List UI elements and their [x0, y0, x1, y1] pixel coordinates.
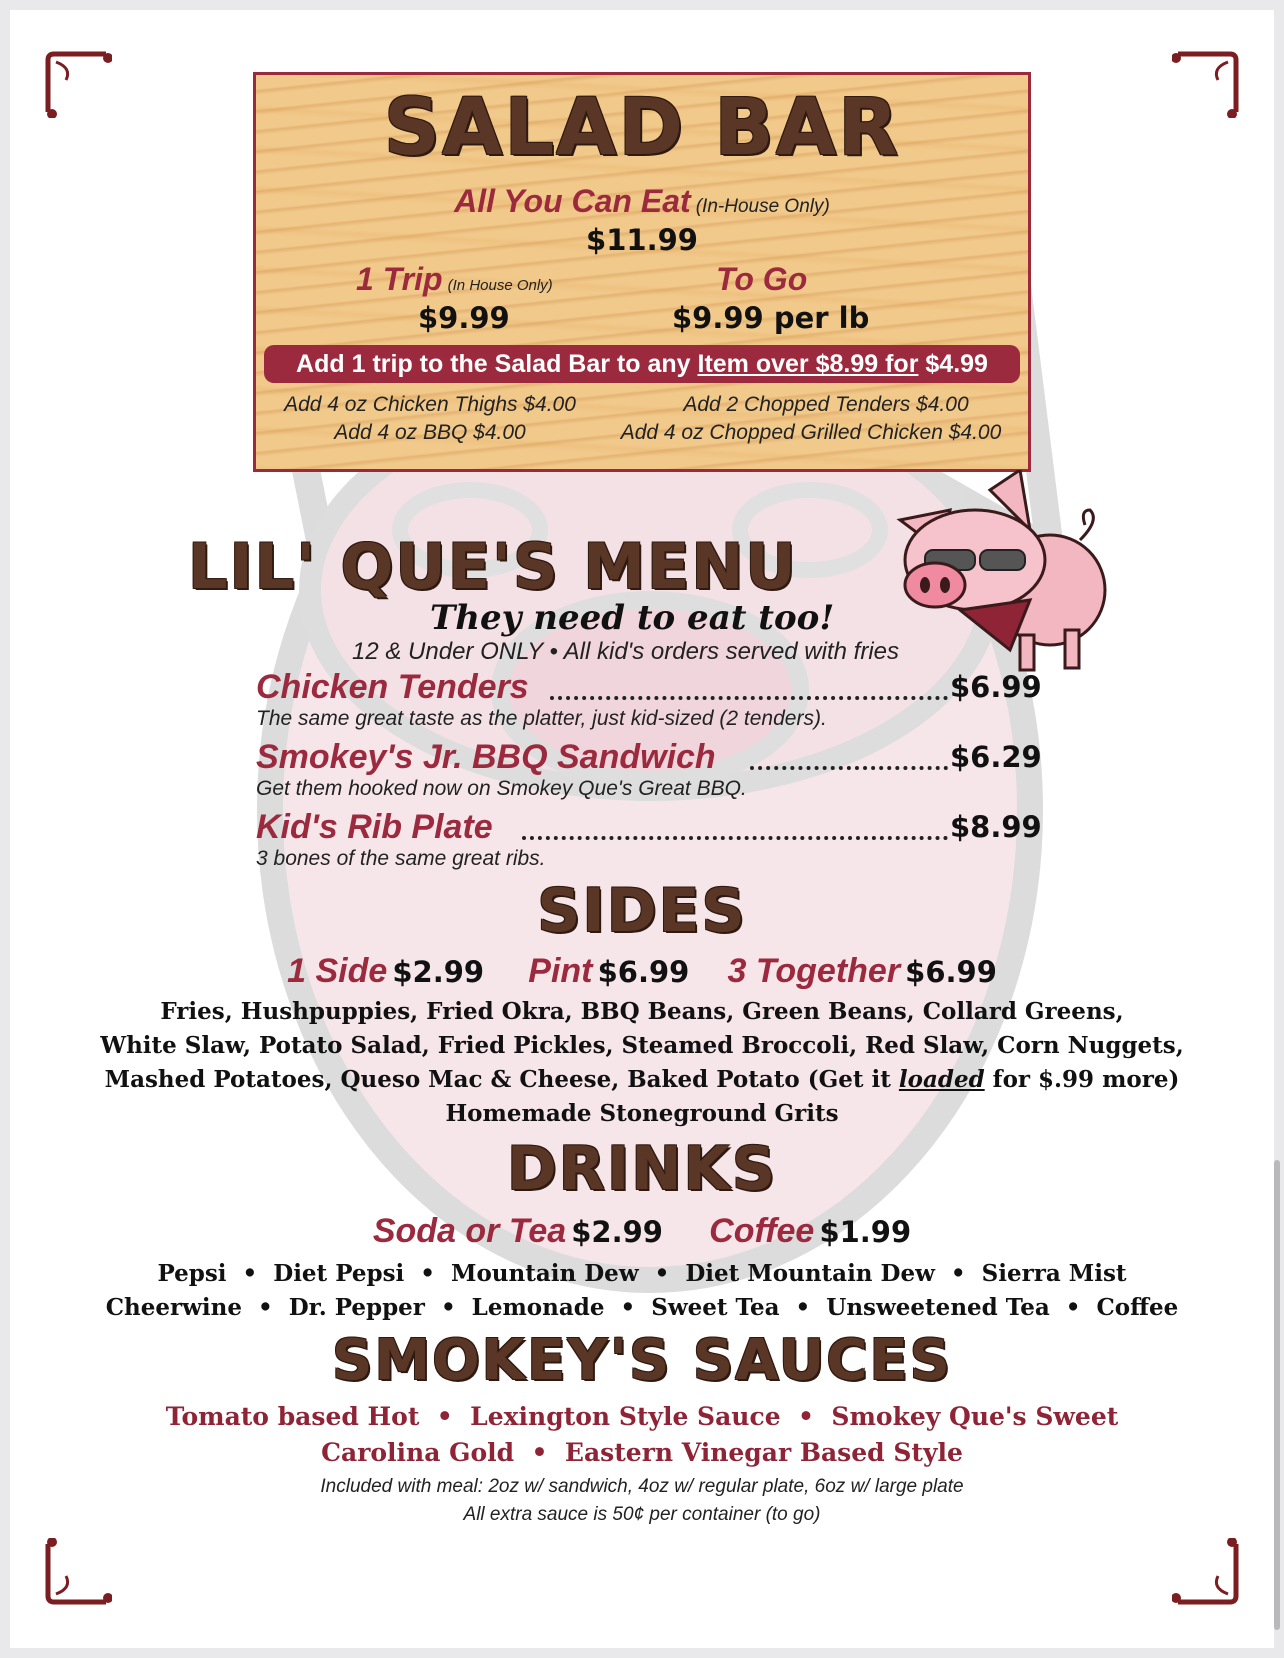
one-trip-row — [356, 261, 553, 298]
menu-item-name: Smokey's Jr. BBQ Sandwich — [256, 738, 716, 776]
coffee-label: Coffee — [709, 1212, 815, 1250]
leader-dots — [522, 836, 948, 840]
leader-dots — [750, 766, 948, 770]
menu-page — [10, 10, 1274, 1648]
corner-ornament-icon — [42, 48, 112, 118]
addon-bbq: Add 4 oz BBQ $4.00 — [334, 421, 526, 444]
soda-tea-price: $2.99 — [571, 1215, 663, 1249]
pint-price: $6.99 — [597, 955, 690, 989]
addon-chopped-tenders: Add 2 Chopped Tenders $4.00 — [683, 393, 969, 416]
sauces-included-note: Included with meal: 2oz w/ sandwich, 4oz w/ regular plate, 6oz w/ large plate — [320, 1476, 964, 1497]
three-together-price: $6.99 — [905, 955, 997, 989]
sides-list-line — [10, 1066, 1274, 1093]
salad-bar-title: SALAD BAR — [383, 83, 901, 173]
to-go-price: $9.99 per lb — [672, 301, 870, 335]
vertical-scrollbar[interactable] — [1274, 1160, 1280, 1630]
sides-list-text: for $.99 more) — [984, 1066, 1180, 1093]
all-you-can-eat-row — [256, 183, 1028, 220]
sides-list-line: Homemade Stoneground Grits — [445, 1100, 839, 1127]
drinks-pricing-row — [10, 1212, 1274, 1251]
sauces-title: SMOKEY'S SAUCES — [332, 1328, 952, 1393]
salad-bar-board — [253, 72, 1031, 472]
to-go-label: To Go — [716, 261, 808, 297]
pint-label: Pint — [528, 952, 593, 990]
kids-menu-note: 12 & Under ONLY • All kid's orders served with fries — [352, 638, 899, 665]
all-you-can-eat-label: All You Can Eat — [454, 183, 691, 219]
banner-text: Add 1 trip to the Salad Bar to any — [296, 350, 698, 378]
one-trip-price: $9.99 — [418, 301, 510, 335]
menu-item-name: Chicken Tenders — [256, 668, 529, 706]
one-side-label: 1 Side — [287, 952, 388, 990]
sides-list-line: Fries, Hushpuppies, Fried Okra, BBQ Beans, Green Beans, Collard Greens, — [160, 998, 1124, 1025]
menu-item-desc: 3 bones of the same great ribs. — [256, 847, 546, 870]
loaded-emphasis: loaded — [898, 1066, 985, 1093]
menu-item-price: $6.29 — [950, 740, 1042, 774]
all-you-can-eat-price: $11.99 — [586, 223, 698, 257]
banner-price: $4.99 — [918, 350, 988, 378]
sauces-extra-note: All extra sauce is 50¢ per container (to go) — [463, 1504, 821, 1525]
drinks-list-line: Cheerwine • Dr. Pepper • Lemonade • Sweet Tea • Unsweetened Tea • Coffee — [105, 1294, 1179, 1321]
one-side-price: $2.99 — [392, 955, 485, 989]
salad-bar-addon-banner — [264, 345, 1020, 383]
pig-mascot-icon — [880, 470, 1110, 680]
corner-ornament-icon — [1172, 48, 1242, 118]
sauces-list-line: Carolina Gold • Eastern Vinegar Based Style — [321, 1438, 963, 1467]
sides-list-line: White Slaw, Potato Salad, Fried Pickles, Steamed Broccoli, Red Slaw, Corn Nuggets, — [100, 1032, 1184, 1059]
kids-menu-title: LIL' QUE'S MENU — [188, 530, 798, 603]
drinks-title: DRINKS — [506, 1134, 778, 1204]
addon-grilled-chicken: Add 4 oz Chopped Grilled Chicken $4.00 — [620, 421, 1002, 444]
sides-pricing-row — [10, 952, 1274, 991]
banner-underlined-text: Item over $8.99 for — [697, 350, 919, 378]
menu-item-price: $8.99 — [950, 810, 1042, 844]
one-trip-note: (In House Only) — [447, 277, 553, 294]
one-trip-label: 1 Trip — [356, 261, 443, 297]
menu-item-desc: The same great taste as the platter, just kid-sized (2 tenders). — [256, 707, 827, 730]
addon-chicken-thighs: Add 4 oz Chicken Thighs $4.00 — [284, 393, 576, 416]
menu-item-desc: Get them hooked now on Smokey Que's Great BBQ. — [256, 777, 747, 800]
corner-ornament-icon — [1172, 1538, 1242, 1608]
coffee-price: $1.99 — [819, 1215, 912, 1249]
kids-menu-tagline: They need to eat too! — [430, 598, 835, 638]
corner-ornament-icon — [42, 1538, 112, 1608]
all-you-can-eat-note: (In-House Only) — [695, 196, 830, 217]
leader-dots — [550, 696, 948, 700]
sides-title: SIDES — [537, 876, 747, 946]
soda-tea-label: Soda or Tea — [372, 1212, 567, 1250]
drinks-list-line: Pepsi • Diet Pepsi • Mountain Dew • Diet Mountain Dew • Sierra Mist — [157, 1260, 1127, 1287]
three-together-label: 3 Together — [727, 952, 901, 990]
menu-item-name: Kid's Rib Plate — [256, 808, 493, 846]
sauces-list-line: Tomato based Hot • Lexington Style Sauce • Smokey Que's Sweet — [165, 1402, 1119, 1431]
sides-list-text: Mashed Potatoes, Queso Mac & Cheese, Baked Potato (Get it — [104, 1066, 899, 1093]
menu-item-price: $6.99 — [950, 670, 1042, 704]
